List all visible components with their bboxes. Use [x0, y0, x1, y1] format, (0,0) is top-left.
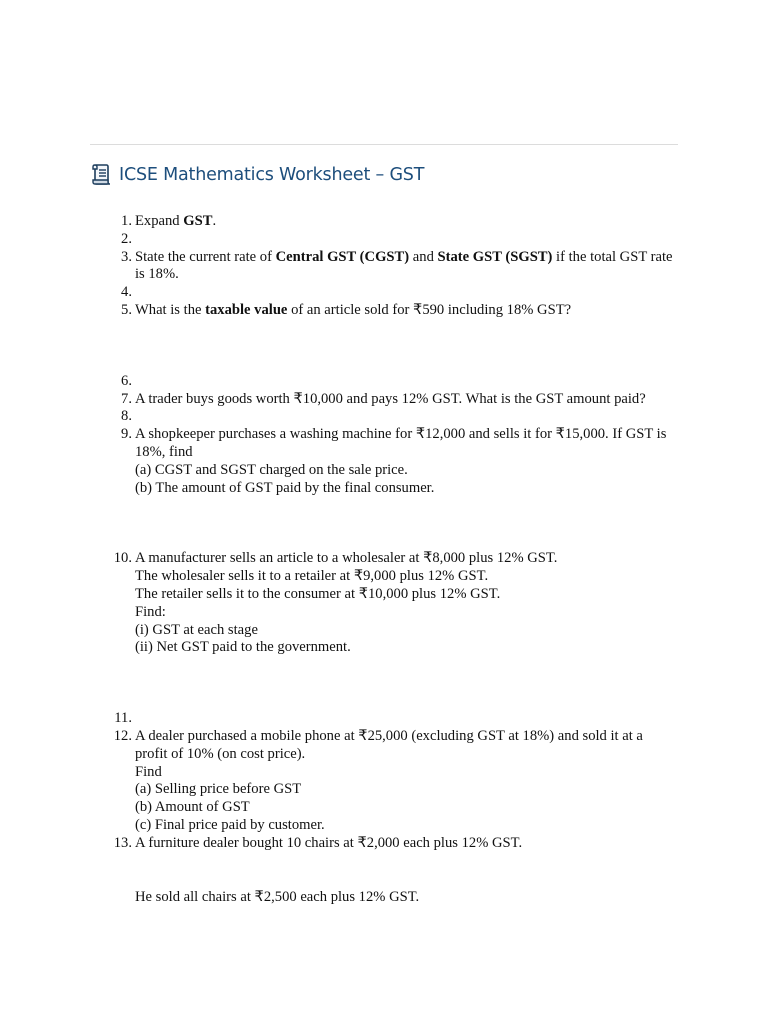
page-title: ICSE Mathematics Worksheet – GST: [119, 165, 425, 185]
question-number: 8.: [121, 408, 132, 425]
blank-space: [108, 657, 673, 710]
question-line: Find:: [135, 603, 166, 620]
question-number: 10.: [113, 550, 132, 567]
scroll-icon: [91, 163, 113, 187]
question-line: He sold all chairs at ₹2,500 each plus 12% GST.: [135, 888, 420, 905]
question-text: Expand: [135, 213, 184, 229]
question-8: [108, 408, 673, 426]
question-text: if the total GST rate is 18%.: [135, 248, 673, 283]
question-subpart: (b) Amount of GST: [135, 799, 250, 816]
blank-space: [135, 853, 673, 889]
question-text: A furniture dealer bought 10 chairs at ₹2,000 each plus 12% GST.: [135, 834, 523, 851]
question-subpart: (b) The amount of GST paid by the final consumer.: [135, 479, 435, 496]
question-bold-text: taxable value: [205, 301, 288, 318]
question-4: [108, 284, 673, 302]
question-subpart: (a) Selling price before GST: [135, 781, 302, 798]
question-text: of an article sold for ₹590 including 18% GST?: [287, 301, 572, 318]
question-subpart: (c) Final price paid by customer.: [135, 816, 325, 833]
question-number: 11.: [114, 710, 132, 727]
question-5: [108, 302, 673, 320]
question-text: A shopkeeper purchases a washing machine for ₹12,000 and sells it for ₹15,000. If GST is 18%, find: [135, 426, 667, 460]
question-number: 6.: [121, 372, 132, 389]
top-divider: [90, 144, 678, 145]
question-number: 3.: [121, 248, 132, 265]
worksheet-header: [91, 163, 424, 187]
question-bold-text: GST: [183, 213, 213, 229]
question-12: [108, 728, 673, 835]
blank-space: [108, 497, 673, 550]
question-1: [108, 213, 673, 231]
question-number: 1.: [121, 213, 132, 229]
question-number: 9.: [121, 426, 132, 443]
question-number: 13.: [113, 834, 132, 851]
question-number: 4.: [121, 284, 132, 301]
question-number: 5.: [121, 301, 132, 318]
question-7: [108, 391, 673, 409]
question-line: The retailer sells it to the consumer at ₹10,000 plus 12% GST.: [135, 585, 501, 602]
question-subpart: (a) CGST and SGST charged on the sale price.: [135, 461, 408, 478]
question-text: and: [409, 248, 438, 265]
question-text: State the current rate of: [135, 248, 276, 265]
question-6: [108, 373, 673, 391]
question-text: A dealer purchased a mobile phone at ₹25,000 (excluding GST at 18%) and sold it at a profit of 10% (on cost price).: [135, 727, 643, 762]
question-subpart: (i) GST at each stage: [135, 621, 258, 638]
question-13: [108, 835, 673, 907]
question-11: [108, 710, 673, 728]
question-2: [108, 231, 673, 249]
question-line: The wholesaler sells it to a retailer at ₹9,000 plus 12% GST.: [135, 568, 489, 585]
question-text: A trader buys goods worth ₹10,000 and pays 12% GST. What is the GST amount paid?: [135, 390, 646, 407]
question-line: Find: [135, 763, 162, 780]
question-9: [108, 426, 673, 497]
blank-space: [108, 320, 673, 373]
question-subpart: (ii) Net GST paid to the government.: [135, 639, 351, 656]
question-text: What is the: [135, 301, 206, 318]
question-bold-text: State GST (SGST): [437, 248, 553, 265]
question-3: [108, 249, 673, 285]
question-text: A manufacturer sells an article to a wholesaler at ₹8,000 plus 12% GST.: [135, 550, 558, 567]
question-text: .: [212, 213, 217, 229]
question-number: 12.: [113, 727, 132, 744]
question-number: 2.: [121, 230, 132, 247]
question-number: 7.: [121, 390, 132, 407]
question-bold-text: Central GST (CGST): [275, 248, 410, 265]
question-10: [108, 550, 673, 657]
question-list: [108, 213, 673, 906]
